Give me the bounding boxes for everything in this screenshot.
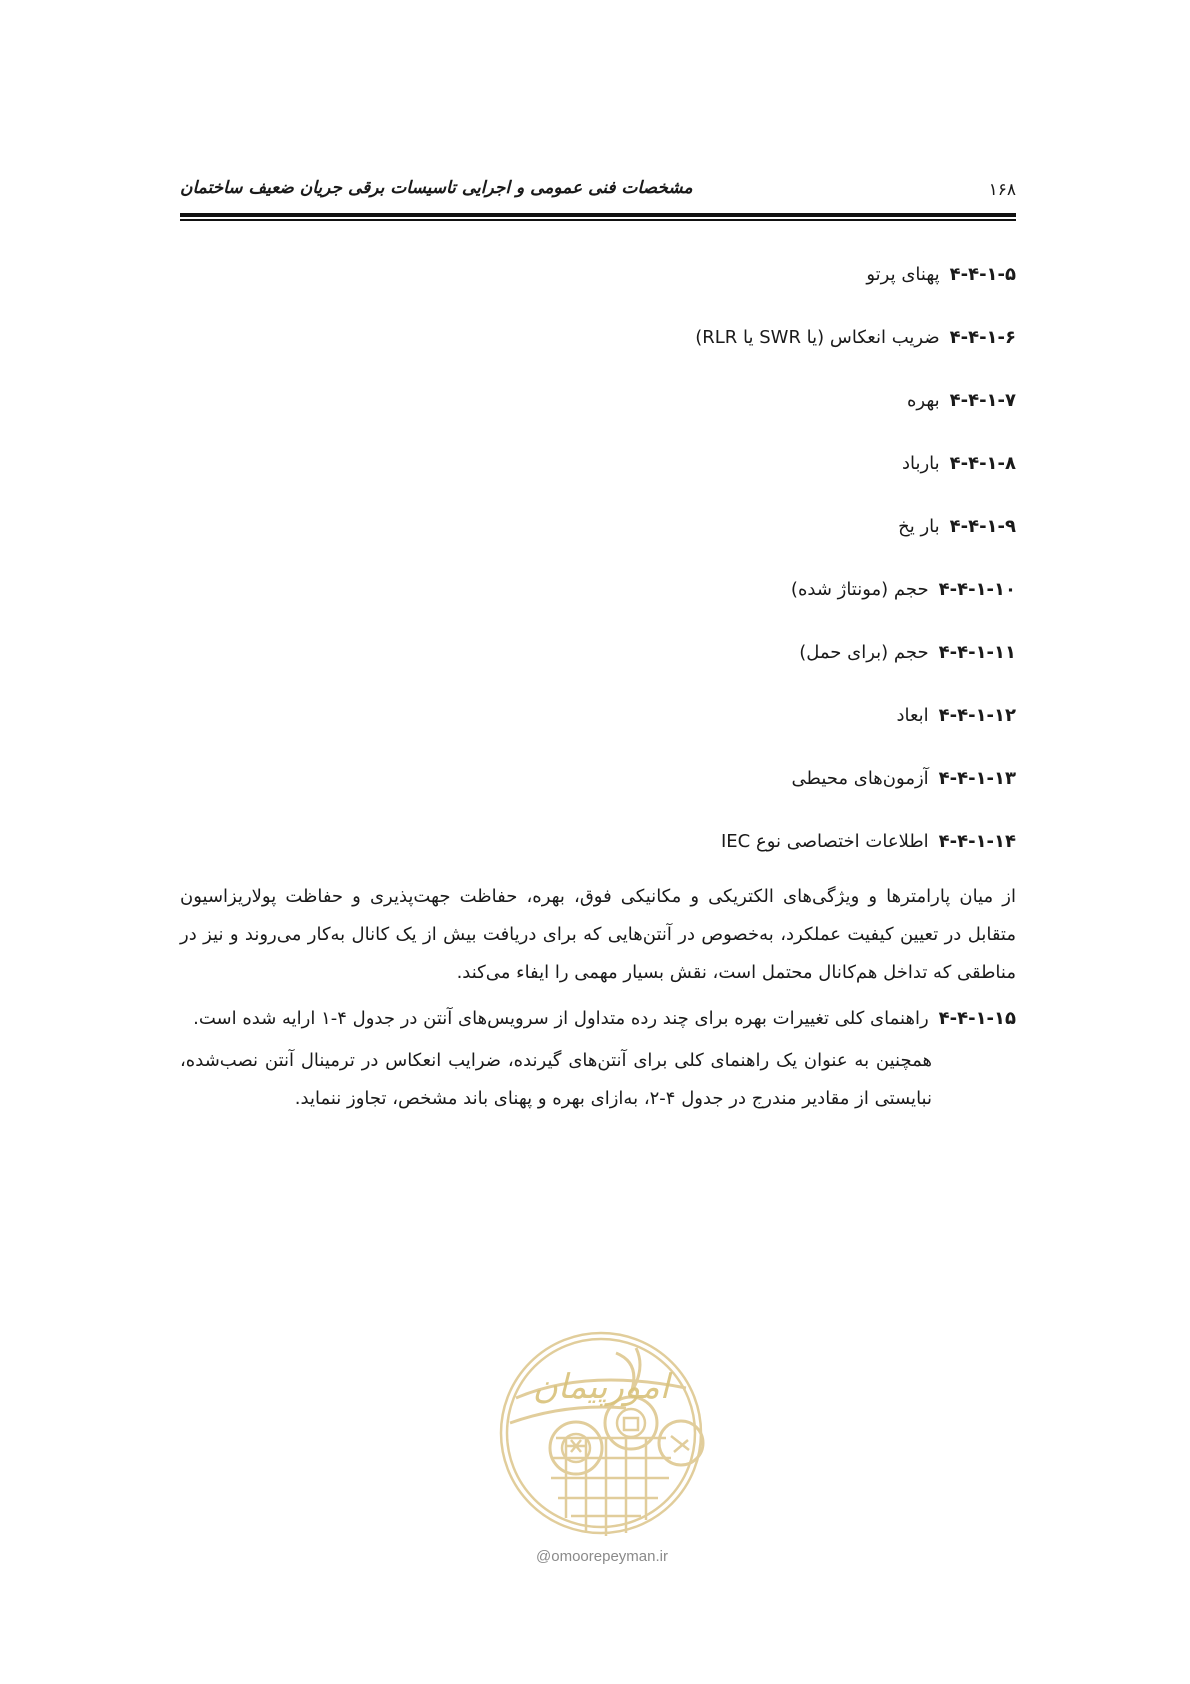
list-item bbox=[180, 260, 1016, 323]
paragraph-15: همچنین به عنوان یک راهنمای کلی برای آنتن‌های گیرنده، ضرایب انعکاس در ترمینال آنتن نصب‌شده، نبایستی از مقادیر مندرج در جدول ۴-۲، به‌ازای بهره و پهنای باند مشخص، تجاوز ننماید. bbox=[180, 1050, 932, 1109]
item-number: ۴-۴-۱-۱۵ bbox=[938, 1008, 1016, 1029]
item-text: آزمون‌های محیطی bbox=[791, 768, 929, 789]
list-item bbox=[180, 701, 1016, 764]
item-text: بارباد bbox=[901, 453, 940, 474]
item-number: ۴-۴-۱-۷ bbox=[949, 390, 1016, 411]
item-text: پهنای پرتو bbox=[866, 264, 940, 285]
item-number: ۴-۴-۱-۱۱ bbox=[938, 642, 1016, 663]
page-number: ۱۶۸ bbox=[988, 180, 1016, 200]
item-number: ۴-۴-۱-۱۲ bbox=[938, 705, 1016, 726]
list-item bbox=[180, 386, 1016, 449]
list-item bbox=[180, 575, 1016, 638]
paragraph-14: از میان پارامترها و ویژگی‌های الکتریکی و مکانیکی فوق، بهره، حفاظت جهت‌پذیری و حفاظت پولاریزاسیون متقابل در تعیین کیفیت عملکرد، به‌خصوص در آنتن‌هایی که برای دریافت بیش از یک کانال به‌کار می‌روند و نیز در مناطقی که تداخل هم‌کانال محتمل است، نقش بسیار مهمی را ایفاء می‌کند. bbox=[180, 886, 1016, 983]
item-text: راهنمای کلی تغییرات بهره برای چند رده متداول از سرویس‌های آنتن در جدول ۴-۱ ارایه شده است. bbox=[193, 1008, 929, 1029]
list-item bbox=[180, 1004, 1016, 1034]
list-item bbox=[180, 449, 1016, 512]
list-item bbox=[180, 638, 1016, 701]
item-number: ۴-۴-۱-۸ bbox=[949, 453, 1016, 474]
watermark-logo bbox=[496, 1328, 706, 1538]
item-number: ۴-۴-۱-۵ bbox=[949, 264, 1016, 285]
list-item bbox=[180, 764, 1016, 827]
item-text: اطلاعات اختصاصی نوع IEC bbox=[721, 831, 929, 852]
item-text: ضریب انعکاس (یا SWR یا RLR) bbox=[695, 327, 940, 348]
item-number: ۴-۴-۱-۹ bbox=[949, 516, 1016, 537]
item-text: بار یخ bbox=[898, 516, 940, 537]
header-rule-thick bbox=[180, 213, 1016, 217]
item-text: ابعاد bbox=[896, 705, 929, 726]
header-rule-thin bbox=[180, 219, 1016, 221]
page-header bbox=[180, 178, 1016, 208]
logo-text: امورپیمان bbox=[532, 1367, 670, 1407]
item-text: حجم (برای حمل) bbox=[799, 642, 929, 663]
item-text: بهره bbox=[906, 390, 940, 411]
item-number: ۴-۴-۱-۱۴ bbox=[938, 831, 1016, 852]
list-item bbox=[180, 512, 1016, 575]
list-item bbox=[180, 323, 1016, 386]
item-number: ۴-۴-۱-۶ bbox=[949, 327, 1016, 348]
watermark-site: @omoorepeyman.ir bbox=[536, 1548, 668, 1565]
item-number: ۴-۴-۱-۱۰ bbox=[938, 579, 1016, 600]
item-number: ۴-۴-۱-۱۳ bbox=[938, 768, 1016, 789]
header-title: مشخصات فنی عمومی و اجرایی تاسیسات برقی جریان ضعیف ساختمان bbox=[180, 178, 693, 198]
logo-seal-icon bbox=[496, 1328, 706, 1538]
item-text: حجم (مونتاژ شده) bbox=[790, 579, 929, 600]
content-body bbox=[180, 260, 1016, 1118]
